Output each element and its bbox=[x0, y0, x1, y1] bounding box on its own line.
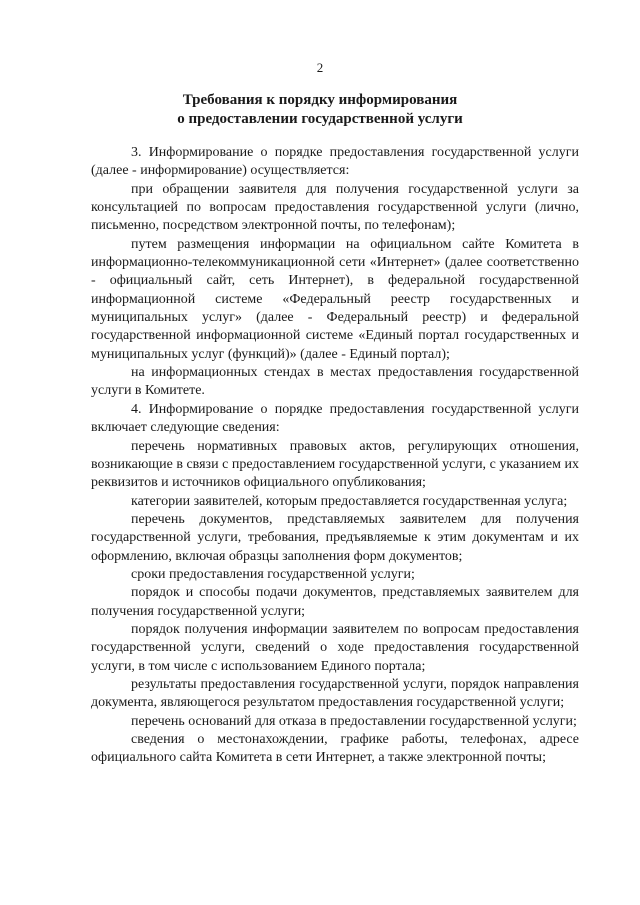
paragraph-applicant-categories: категории заявителей, которым предоставляется государственная услуга; bbox=[131, 493, 568, 509]
paragraph-required-documents: перечень документов, представляемых заявителем для получения государственной услуги, требования, предъявляемые к этим документам и их оформлению, включая образцы заполнения форм документов; bbox=[91, 511, 579, 564]
paragraph-service-results: результаты предоставления государственной услуги, порядок направления документа, являющегося результатом предоставления государственной услуги; bbox=[91, 676, 579, 711]
paragraph-refusal-grounds: перечень оснований для отказа в предоставлении государственной услуги; bbox=[131, 713, 577, 729]
section-heading-line-2: о предоставлении государственной услуги bbox=[177, 111, 463, 127]
paragraph-3-intro: 3. Информирование о порядке предоставления государственной услуги (далее - информирование) осуществляется: bbox=[91, 145, 579, 179]
paragraph-information-procedure: порядок получения информации заявителем по вопросам предоставления государственной услуги, сведений о ходе предоставления государственной услуги, в том числе с использованием Единого портала; bbox=[91, 621, 579, 674]
paragraph-info-stands: на информационных стендах в местах предоставления государственной услуги в Комитете. bbox=[91, 365, 579, 399]
section-heading bbox=[60, 91, 580, 129]
paragraph-in-person-consultation: при обращении заявителя для получения государственной услуги за консультацией по вопросам предоставления государственной услуги (лично, письменно, посредством электронной почты, по телефонам); bbox=[91, 181, 579, 234]
paragraph-service-deadlines: сроки предоставления государственной услуги; bbox=[131, 566, 415, 582]
document-body bbox=[91, 144, 579, 768]
paragraph-legal-acts: перечень нормативных правовых актов, регулирующих отношения, возникающие в связи с предоставлением государственной услуги, с указанием их реквизитов и источников официального опубликования; bbox=[91, 438, 579, 491]
paragraph-online-publication: путем размещения информации на официальном сайте Комитета в информационно-телекоммуникационной сети «Интернет» (далее соответственно - официальный сайт, сеть Интернет), в федеральной государственной информационной системе «Федеральный реестр государственных и муниципальных услуг» (далее - Федеральный реестр) и федеральной государственной информационной системе «Единый портал государственных и муниципальных услуг (функций)» (далее - Единый портал); bbox=[91, 236, 579, 362]
paragraph-submission-methods: порядок и способы подачи документов, представляемых заявителем для получения государственной услуги; bbox=[91, 585, 579, 619]
page-number: 2 bbox=[316, 60, 324, 75]
paragraph-contact-details: сведения о местонахождении, графике работы, телефонах, адресе официального сайта Комитета в сети Интернет, а также электронной почты; bbox=[91, 732, 579, 766]
section-heading-line-1: Требования к порядку информирования bbox=[182, 92, 458, 108]
paragraph-4-intro: 4. Информирование о порядке предоставления государственной услуги включает следующие сведения: bbox=[91, 401, 579, 436]
